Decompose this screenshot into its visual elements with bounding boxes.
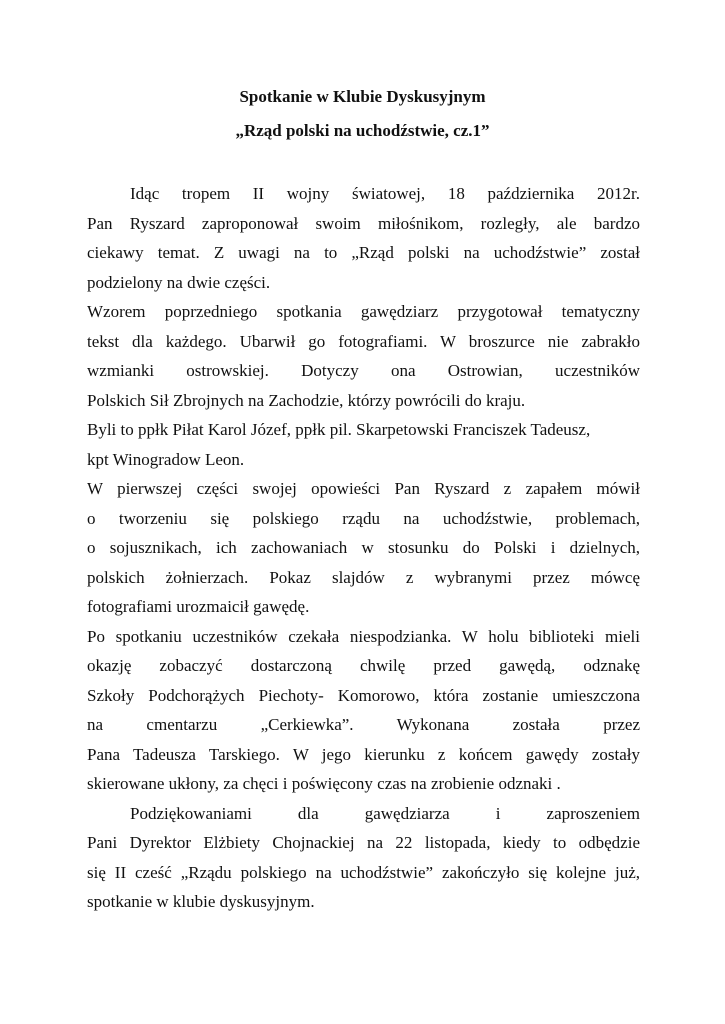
- body-line: Szkoły Podchorążych Piechoty- Komorowo, która zostanie umieszczona: [87, 685, 640, 705]
- body-line: Idąc tropem II wojny światowej, 18 października 2012r.: [130, 184, 640, 203]
- body-line: o tworzeniu się polskiego rządu na uchodźstwie, problemach,: [87, 508, 640, 528]
- body-line: się II cześć „Rządu polskiego na uchodźstwie” zakończyło się kolejne już,: [87, 862, 640, 882]
- body-line: Po spotkaniu uczestników czekała niespodzianka. W holu biblioteki mieli: [87, 626, 640, 646]
- body-line: tekst dla każdego. Ubarwił go fotografiami. W broszurce nie zabrakło: [87, 331, 640, 351]
- body-line: podzielony na dwie części.: [87, 272, 271, 292]
- body-line: Wzorem poprzedniego spotkania gawędziarz przygotował tematyczny: [87, 302, 640, 321]
- body-line: skierowane ukłony, za chęci i poświęcony czas na zrobienie odznaki .: [87, 774, 561, 793]
- body-line: na cmentarzu „Cerkiewka”. Wykonana została przez: [87, 715, 640, 734]
- body-line: wzmianki ostrowskiej. Dotyczy ona Ostrowian, uczestników: [87, 361, 640, 380]
- body-line: ciekawy temat. Z uwagi na to „Rząd polski na uchodźstwie” został: [87, 243, 640, 262]
- body-line: kpt Winogradow Leon.: [87, 449, 245, 469]
- document-subtitle: „Rząd polski na uchodźstwie, cz.1”: [235, 121, 490, 140]
- body-text: [87, 179, 640, 917]
- document-title: Spotkanie w Klubie Dyskusyjnym: [239, 87, 486, 106]
- body-line: fotografiami urozmaicił gawędę.: [87, 597, 310, 616]
- body-line: Pana Tadeusza Tarskiego. W jego kierunku z końcem gawędy zostały: [87, 744, 640, 764]
- body-line: Pani Dyrektor Elżbiety Chojnackiej na 22 listopada, kiedy to odbędzie: [87, 833, 640, 852]
- body-line: spotkanie w klubie dyskusyjnym.: [87, 892, 315, 911]
- body-line: Pan Ryszard zaproponował swoim miłośnikom, rozległy, ale bardzo: [87, 213, 640, 233]
- body-line: o sojusznikach, ich zachowaniach w stosunku do Polski i dzielnych,: [87, 538, 640, 557]
- body-line: Polskich Sił Zbrojnych na Zachodzie, którzy powrócili do kraju.: [87, 390, 526, 410]
- body-line: Byli to ppłk Piłat Karol Józef, ppłk pil. Skarpetowski Franciszek Tadeusz,: [87, 420, 591, 439]
- body-line: polskich żołnierzach. Pokaz slajdów z wybranymi przez mówcę: [87, 567, 640, 587]
- body-line: W pierwszej części swojej opowieści Pan Ryszard z zapałem mówił: [87, 479, 640, 498]
- body-line: Podziękowaniami dla gawędziarza i zaproszeniem: [130, 803, 640, 823]
- body-line: okazję zobaczyć dostarczoną chwilę przed gawędą, odznakę: [87, 656, 640, 675]
